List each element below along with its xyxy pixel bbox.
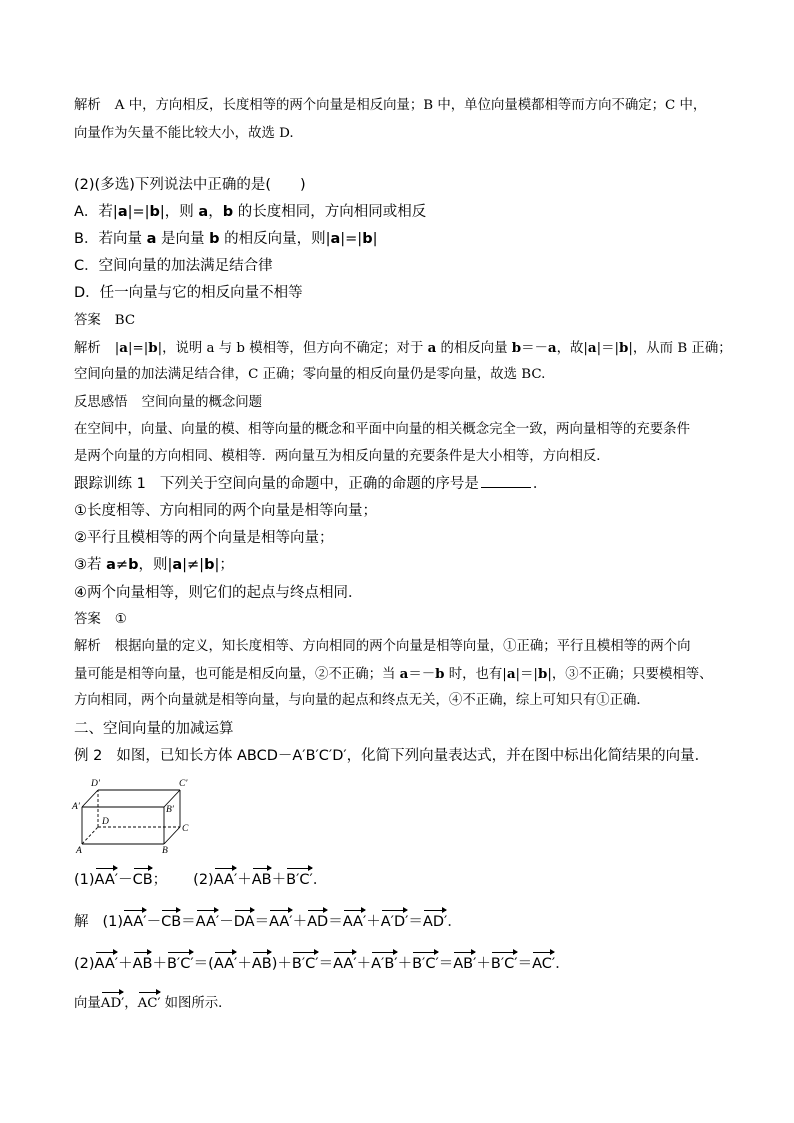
vertex-label-A: A — [76, 846, 82, 854]
answer-value: ① — [114, 612, 127, 627]
q2-option-c: C．空间向量的加法满足结合律 — [74, 258, 273, 274]
math-token: ＋ — [118, 956, 133, 972]
edge-AD-hidden — [82, 827, 98, 844]
vector: AA′ — [94, 872, 119, 888]
explanation-label: 解析 — [74, 98, 101, 113]
math-token: ＋ — [356, 956, 372, 972]
example2-questions: (1)AA′－CB； (2)AA′＋AB＋B′C′． — [74, 872, 328, 888]
math-token: ． — [447, 914, 462, 930]
math-token: － — [146, 914, 162, 930]
solution-2-expression — [74, 956, 570, 972]
drill1-label: 跟踪训练 1 — [74, 476, 146, 492]
reflection-line2: 是两个向量的方向相同、模相等．两向量互为相反向量的充要条件是大小相等，方向相反． — [74, 449, 610, 464]
vertex-label-C: C — [182, 824, 189, 834]
math-token: ＝( — [193, 956, 214, 972]
drill1-stem: 跟踪训练 1 下列关于空间向量的命题中，正确的命题的序号是 ． — [74, 473, 547, 494]
answer-value: BC — [114, 313, 136, 328]
vector: AA′ — [333, 956, 357, 972]
ex1-explanation-text1: A 中，方向相反，长度相等的两个向量是相反向量；B 中，单位向量模都相等而方向不确定；C 中， — [114, 98, 707, 113]
drill1-item4: ④两个向量相等，则它们的起点与终点相同． — [74, 585, 363, 601]
drill1-explanation-line3: 方向相同，两个向量就是相等向量，与向量的起点和终点无关，④不正确，综上可知只有①正确． — [74, 693, 650, 708]
drill1-answer — [74, 610, 127, 630]
math-token: (1) — [102, 914, 124, 930]
vector: CB — [132, 872, 153, 888]
math-token: ＝ — [438, 956, 454, 972]
drill1-item3: ③若 a≠b，则|a|≠|b|； — [74, 557, 234, 573]
edge-BC — [164, 827, 180, 844]
solution-1-expression — [103, 914, 462, 930]
vector: AB — [251, 956, 272, 972]
math-token: ＋ — [397, 956, 413, 972]
vector: AA′ — [94, 956, 119, 972]
vector: B′C′ — [412, 956, 439, 972]
math-token: ＝ — [318, 956, 334, 972]
reflection-line1: 在空间中，向量、向量的模、相等向量的概念和平面中向量的相关概念完全一致，两向量相等的充要条件 — [74, 422, 690, 437]
math-token: ＋ — [476, 956, 491, 972]
math-token: )＋ — [271, 956, 292, 972]
math-token: ＋ — [366, 914, 381, 930]
vertex-label-Dp: D′ — [91, 779, 100, 789]
vector: DA — [233, 914, 255, 930]
vector: AA′ — [123, 914, 147, 930]
math-token: ＋ — [152, 956, 167, 972]
answer-blank — [481, 473, 531, 488]
vector: AA′ — [269, 914, 293, 930]
reflection-label: 反思感悟 — [74, 395, 128, 410]
ex1-explanation-line2: 向量作为矢量不能比较大小，故选 D. — [74, 126, 294, 141]
solution-label: 解 — [74, 914, 89, 930]
q2-option-d: D．任一向量与它的相反向量不相等 — [74, 285, 303, 301]
vector: A′D′ — [380, 914, 409, 930]
ex1-explanation-line1 — [74, 96, 706, 116]
vector: AA′ — [213, 872, 238, 888]
vector: AC′ — [532, 956, 556, 972]
math-token: ＝ — [254, 914, 270, 930]
q2-explanation-line2: 空间向量的加法满足结合律，C 正确；零向量的相反向量仍是零向量，故选 BC. — [74, 367, 546, 382]
solution-conclusion: 向量AD′，AC′ 如图所示． — [74, 994, 232, 1014]
reflection-title: 空间向量的概念问题 — [141, 395, 263, 410]
q2-option-a: A．若|a|=|b|，则 a，b 的长度相同，方向相同或相反 — [74, 204, 427, 220]
vertex-label-B: B — [162, 846, 168, 854]
vertex-label-Cp: C′ — [179, 779, 188, 789]
drill1-explanation-line2: 量可能是相等向量，也可能是相反向量，②不正确；当 a＝－b 时，也有|a|＝|b|，③不正确；只要模相等、 — [74, 666, 713, 682]
q2-answer — [74, 311, 135, 331]
vertex-label-Ap: A′ — [72, 802, 80, 812]
example2-label: 例 2 — [74, 748, 103, 764]
q2-explanation-line1: 解析 |a|=|b|，说明 a 与 b 模相等，但方向不确定；对于 a 的相反向量 b＝－a，故|a|＝|b|，从而 B 正确； — [74, 340, 732, 356]
vector: AB — [132, 956, 153, 972]
drill1-explanation-line1: 解析 根据向量的定义，知长度相等、方向相同的两个向量是相等向量，①正确；平行且模相等的两个向 — [74, 639, 691, 654]
edge-ApDp — [82, 790, 98, 807]
example2-stem: 例 2 如图，已知长方体 ABCD－A′B′C′D′，化简下列向量表达式，并在图中标出化简结果的向量． — [74, 748, 710, 764]
explanation-label: 解析 — [74, 341, 101, 356]
reflection-heading — [74, 393, 262, 413]
math-token: ＝ — [181, 914, 196, 930]
solution-line2 — [74, 954, 570, 974]
math-token: (2) — [74, 956, 95, 972]
vector: AB — [251, 872, 272, 888]
vector: AC′ — [138, 994, 161, 1014]
vector: A′B′ — [371, 956, 398, 972]
math-token: ＝ — [517, 956, 533, 972]
vector: AD — [307, 914, 329, 930]
math-token: ＋ — [292, 914, 308, 930]
vector: AD′ — [101, 994, 124, 1014]
math-token: ＋ — [237, 956, 252, 972]
answer-label: 答案 — [74, 612, 101, 627]
vector: B′C′ — [291, 956, 319, 972]
vector: B′C′ — [490, 956, 518, 972]
q2-option-b: B．若向量 a 是向量 b 的相反向量，则|a|=|b| — [74, 231, 378, 247]
solution-line1 — [74, 912, 462, 932]
explanation-label: 解析 — [74, 639, 101, 654]
math-token: ＝ — [328, 914, 343, 930]
math-token: ＝ — [408, 914, 423, 930]
vector: AA′ — [342, 914, 367, 930]
cuboid-figure — [70, 772, 200, 854]
vector: B′C′ — [286, 872, 313, 888]
math-token: － — [219, 914, 234, 930]
section2-heading: 二、空间向量的加减运算 — [74, 721, 234, 737]
q2-stem: (2)(多选)下列说法中正确的是( ) — [74, 177, 306, 193]
vector: AA′ — [213, 956, 238, 972]
vertex-label-Bp: B′ — [166, 805, 174, 815]
vector: AD′ — [422, 914, 448, 930]
vector: AA′ — [195, 914, 220, 930]
vector: AB′ — [453, 956, 477, 972]
drill1-item1: ①长度相等、方向相同的两个向量是相等向量； — [74, 503, 377, 519]
vertex-label-D: D — [102, 817, 109, 827]
answer-label: 答案 — [74, 313, 101, 328]
vector: CB — [161, 914, 182, 930]
math-token: ． — [555, 956, 570, 972]
drill1-item2: ②平行且模相等的两个向量是相等向量； — [74, 530, 334, 546]
vector: B′C′ — [166, 956, 194, 972]
